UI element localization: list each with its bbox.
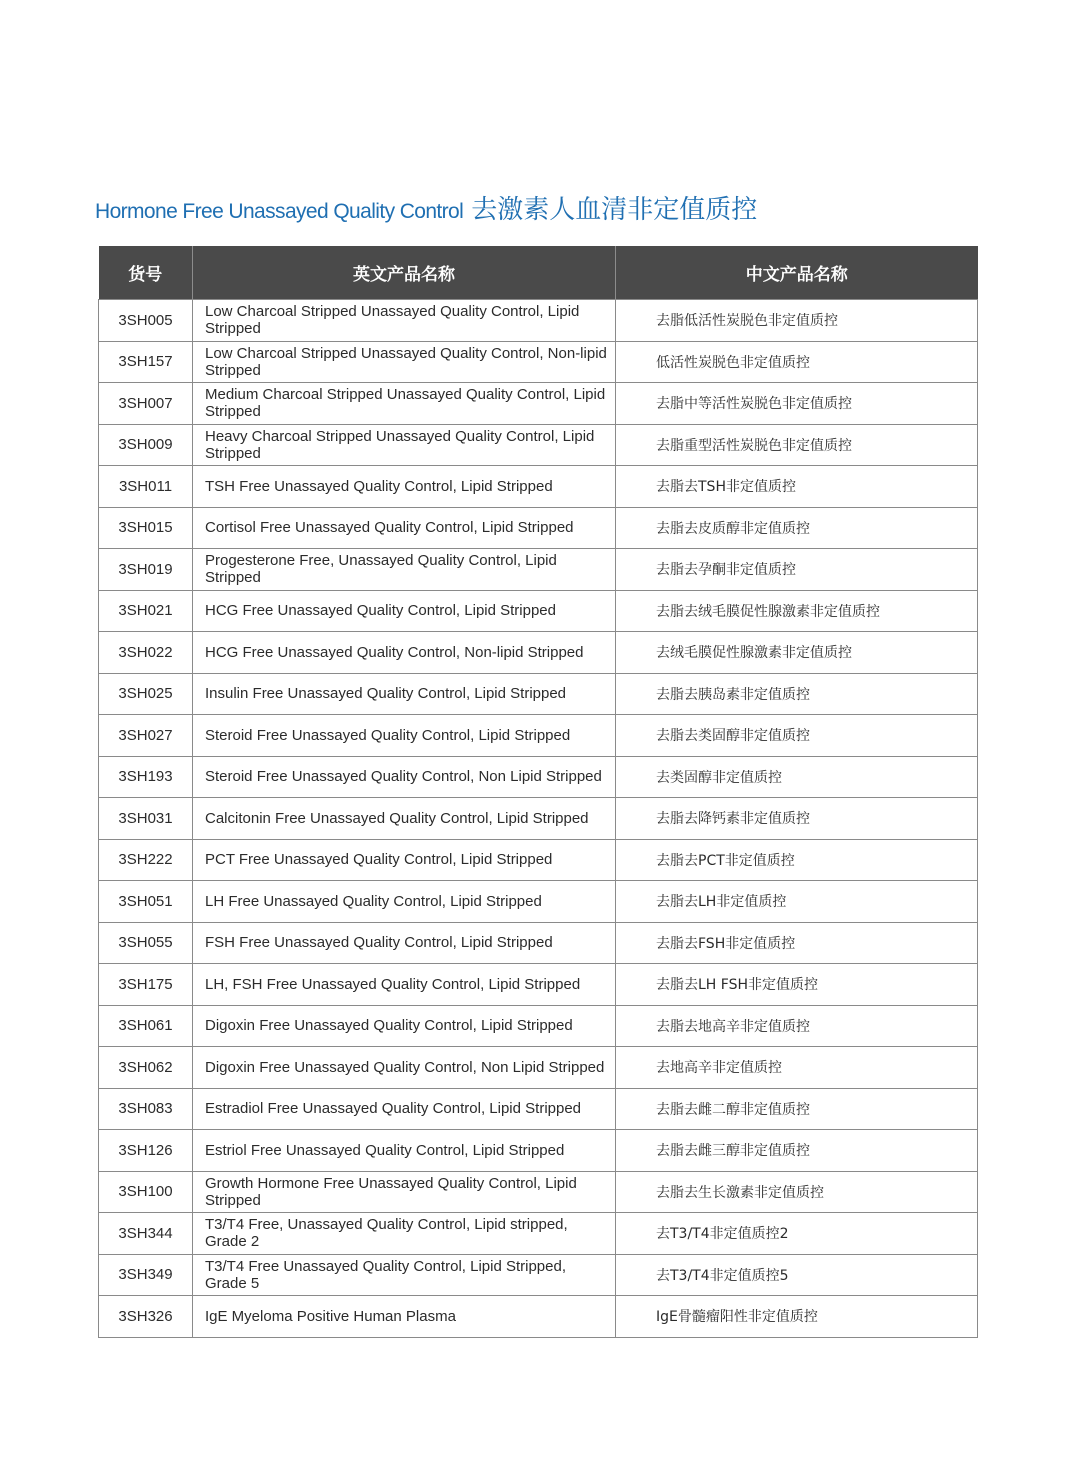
- product-code-cell: 3SH011: [99, 466, 193, 508]
- product-code-cell: 3SH025: [99, 673, 193, 715]
- table-row: [99, 839, 978, 881]
- chinese-name-cell: IgE骨髓瘤阳性非定值质控: [616, 1296, 978, 1338]
- product-code-cell: 3SH349: [99, 1254, 193, 1296]
- english-name-cell: Growth Hormone Free Unassayed Quality Control, Lipid Stripped: [193, 1171, 616, 1213]
- table-row: [99, 424, 978, 466]
- table-row: [99, 1047, 978, 1089]
- english-name-cell: Cortisol Free Unassayed Quality Control, Lipid Stripped: [193, 507, 616, 549]
- chinese-name-cell: 去脂去降钙素非定值质控: [616, 798, 978, 840]
- product-code-cell: 3SH015: [99, 507, 193, 549]
- chinese-name-cell: 去脂去雌二醇非定值质控: [616, 1088, 978, 1130]
- chinese-name-cell: 去脂去PCT非定值质控: [616, 839, 978, 881]
- product-code-cell: 3SH007: [99, 383, 193, 425]
- chinese-name-cell: 去脂去类固醇非定值质控: [616, 715, 978, 757]
- chinese-name-cell: 去T3/T4非定值质控5: [616, 1254, 978, 1296]
- english-name-cell: LH Free Unassayed Quality Control, Lipid Stripped: [193, 881, 616, 923]
- table-row: [99, 1254, 978, 1296]
- table-body: [99, 300, 978, 1338]
- chinese-name-cell: 去脂中等活性炭脱色非定值质控: [616, 383, 978, 425]
- english-name-cell: FSH Free Unassayed Quality Control, Lipid Stripped: [193, 922, 616, 964]
- product-code-cell: 3SH055: [99, 922, 193, 964]
- table-row: [99, 300, 978, 342]
- table-row: [99, 341, 978, 383]
- table-row: [99, 715, 978, 757]
- chinese-name-cell: 去绒毛膜促性腺激素非定值质控: [616, 632, 978, 674]
- english-name-cell: IgE Myeloma Positive Human Plasma: [193, 1296, 616, 1338]
- product-code-cell: 3SH019: [99, 549, 193, 591]
- table-row: [99, 1171, 978, 1213]
- english-name-cell: TSH Free Unassayed Quality Control, Lipid Stripped: [193, 466, 616, 508]
- english-name-cell: Digoxin Free Unassayed Quality Control, Non Lipid Stripped: [193, 1047, 616, 1089]
- english-name-cell: Digoxin Free Unassayed Quality Control, Lipid Stripped: [193, 1005, 616, 1047]
- table-row: [99, 1005, 978, 1047]
- english-name-cell: Medium Charcoal Stripped Unassayed Quality Control, Lipid Stripped: [193, 383, 616, 425]
- product-code-cell: 3SH009: [99, 424, 193, 466]
- english-name-cell: Steroid Free Unassayed Quality Control, Non Lipid Stripped: [193, 756, 616, 798]
- product-code-cell: 3SH021: [99, 590, 193, 632]
- product-code-cell: 3SH083: [99, 1088, 193, 1130]
- product-code-cell: 3SH100: [99, 1171, 193, 1213]
- english-name-cell: T3/T4 Free, Unassayed Quality Control, Lipid stripped, Grade 2: [193, 1213, 616, 1255]
- chinese-name-cell: 低活性炭脱色非定值质控: [616, 341, 978, 383]
- table-header-row: [99, 246, 978, 300]
- english-name-cell: T3/T4 Free Unassayed Quality Control, Lipid Stripped, Grade 5: [193, 1254, 616, 1296]
- chinese-name-cell: 去脂去生长激素非定值质控: [616, 1171, 978, 1213]
- product-code-cell: 3SH193: [99, 756, 193, 798]
- english-name-cell: Progesterone Free, Unassayed Quality Control, Lipid Stripped: [193, 549, 616, 591]
- chinese-name-cell: 去类固醇非定值质控: [616, 756, 978, 798]
- english-name-cell: HCG Free Unassayed Quality Control, Lipid Stripped: [193, 590, 616, 632]
- table-row: [99, 964, 978, 1006]
- english-name-cell: Low Charcoal Stripped Unassayed Quality Control, Non-lipid Stripped: [193, 341, 616, 383]
- english-name-cell: PCT Free Unassayed Quality Control, Lipid Stripped: [193, 839, 616, 881]
- product-code-cell: 3SH005: [99, 300, 193, 342]
- chinese-name-cell: 去脂去孕酮非定值质控: [616, 549, 978, 591]
- chinese-name-cell: 去脂去LH非定值质控: [616, 881, 978, 923]
- chinese-name-cell: 去脂去雌三醇非定值质控: [616, 1130, 978, 1172]
- chinese-name-cell: 去脂去绒毛膜促性腺激素非定值质控: [616, 590, 978, 632]
- chinese-name-cell: 去脂低活性炭脱色非定值质控: [616, 300, 978, 342]
- column-header-english-name: 英文产品名称: [193, 246, 616, 300]
- product-code-cell: 3SH222: [99, 839, 193, 881]
- english-name-cell: Steroid Free Unassayed Quality Control, Lipid Stripped: [193, 715, 616, 757]
- chinese-name-cell: 去脂去地高辛非定值质控: [616, 1005, 978, 1047]
- table-row: [99, 1296, 978, 1338]
- table-row: [99, 549, 978, 591]
- product-code-cell: 3SH326: [99, 1296, 193, 1338]
- english-name-cell: Heavy Charcoal Stripped Unassayed Quality Control, Lipid Stripped: [193, 424, 616, 466]
- table-row: [99, 507, 978, 549]
- chinese-name-cell: 去地高辛非定值质控: [616, 1047, 978, 1089]
- table-row: [99, 466, 978, 508]
- product-code-cell: 3SH061: [99, 1005, 193, 1047]
- product-code-cell: 3SH344: [99, 1213, 193, 1255]
- column-header-chinese-name: 中文产品名称: [616, 246, 978, 300]
- chinese-name-cell: 去脂去胰岛素非定值质控: [616, 673, 978, 715]
- table-row: [99, 1130, 978, 1172]
- chinese-name-cell: 去脂去皮质醇非定值质控: [616, 507, 978, 549]
- english-name-cell: Estradiol Free Unassayed Quality Control, Lipid Stripped: [193, 1088, 616, 1130]
- page-title: [95, 190, 757, 230]
- product-code-cell: 3SH157: [99, 341, 193, 383]
- table-row: [99, 1088, 978, 1130]
- table-row: [99, 590, 978, 632]
- english-name-cell: Insulin Free Unassayed Quality Control, Lipid Stripped: [193, 673, 616, 715]
- english-name-cell: Low Charcoal Stripped Unassayed Quality Control, Lipid Stripped: [193, 300, 616, 342]
- english-name-cell: HCG Free Unassayed Quality Control, Non-lipid Stripped: [193, 632, 616, 674]
- chinese-name-cell: 去脂去FSH非定值质控: [616, 922, 978, 964]
- product-table: [98, 246, 978, 1338]
- table-row: [99, 632, 978, 674]
- chinese-name-cell: 去脂去TSH非定值质控: [616, 466, 978, 508]
- chinese-name-cell: 去脂去LH FSH非定值质控: [616, 964, 978, 1006]
- table-header: [99, 246, 978, 300]
- chinese-name-cell: 去脂重型活性炭脱色非定值质控: [616, 424, 978, 466]
- table-row: [99, 881, 978, 923]
- product-code-cell: 3SH022: [99, 632, 193, 674]
- page-title-chinese: 去激素人血清非定值质控: [471, 195, 758, 225]
- table-row: [99, 673, 978, 715]
- english-name-cell: Calcitonin Free Unassayed Quality Control, Lipid Stripped: [193, 798, 616, 840]
- table-row: [99, 922, 978, 964]
- product-code-cell: 3SH031: [99, 798, 193, 840]
- product-code-cell: 3SH126: [99, 1130, 193, 1172]
- page-title-english: Hormone Free Unassayed Quality Control: [95, 200, 464, 223]
- product-code-cell: 3SH175: [99, 964, 193, 1006]
- product-code-cell: 3SH062: [99, 1047, 193, 1089]
- table-row: [99, 756, 978, 798]
- product-code-cell: 3SH027: [99, 715, 193, 757]
- chinese-name-cell: 去T3/T4非定值质控2: [616, 1213, 978, 1255]
- table-row: [99, 798, 978, 840]
- table-row: [99, 383, 978, 425]
- product-code-cell: 3SH051: [99, 881, 193, 923]
- column-header-code: 货号: [99, 246, 193, 300]
- table-row: [99, 1213, 978, 1255]
- english-name-cell: Estriol Free Unassayed Quality Control, Lipid Stripped: [193, 1130, 616, 1172]
- english-name-cell: LH, FSH Free Unassayed Quality Control, Lipid Stripped: [193, 964, 616, 1006]
